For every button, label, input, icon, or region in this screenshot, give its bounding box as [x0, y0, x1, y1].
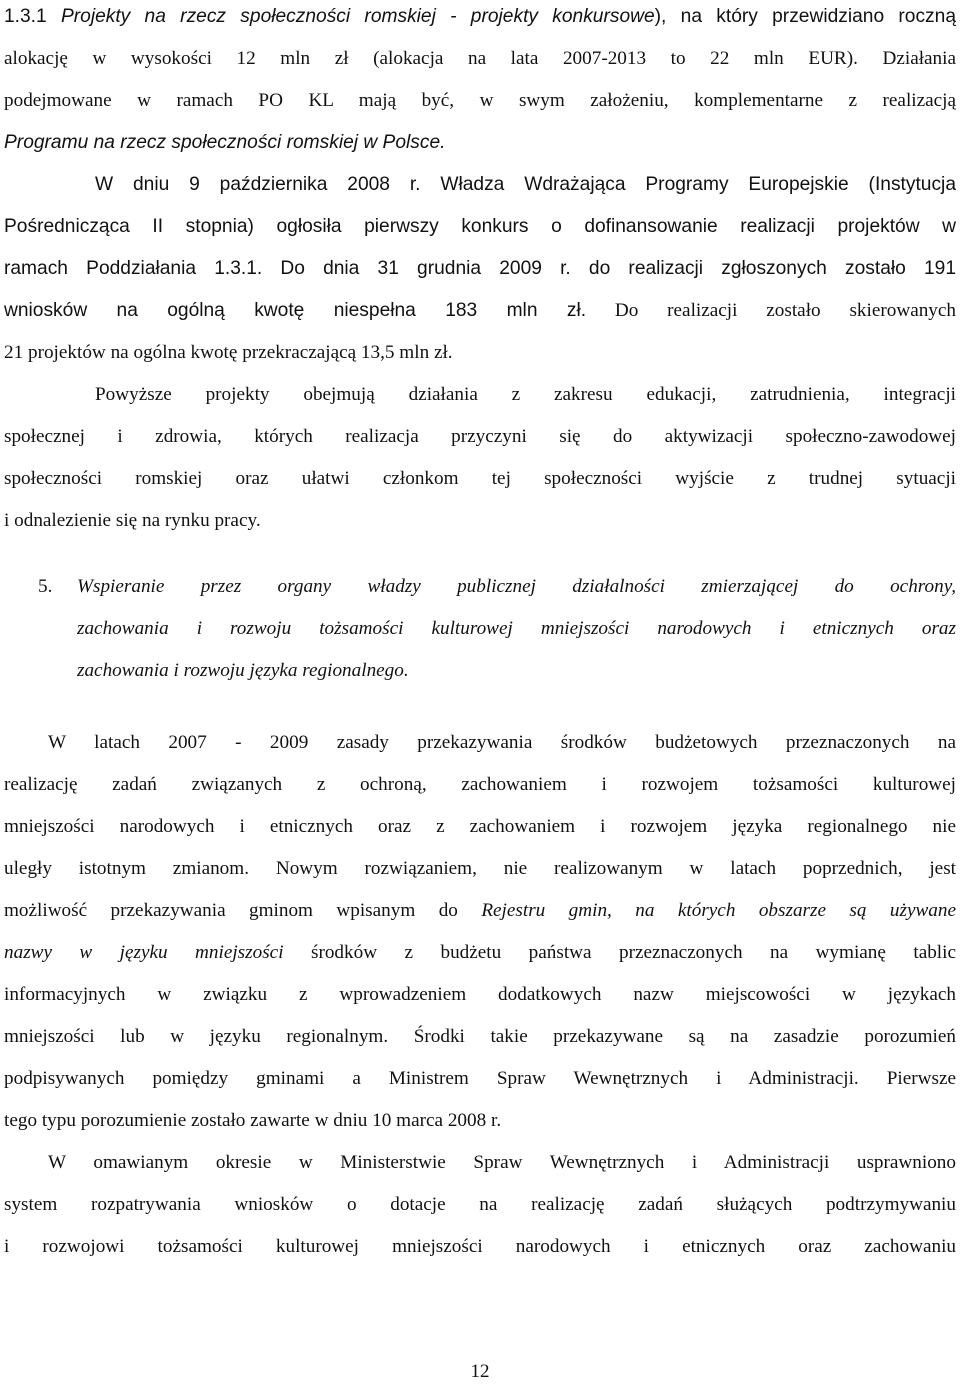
para4-line-3: mniejszości narodowych i etnicznych oraz z zachowaniem i rozwojem języka regionalnego nie — [4, 816, 956, 837]
para3-line-2: społecznej i zdrowia, których realizacja przyczyni się do aktywizacji społeczno-zawodowej — [4, 426, 956, 447]
para5-line-3: i rozwojowi tożsamości kulturowej mniejszości narodowych i etnicznych oraz zachowaniu — [4, 1236, 956, 1257]
para1-line-1: 1.3.1 Projekty na rzecz społeczności romskiej - projekty konkursowe), na który przewidziano roczną — [4, 6, 956, 27]
para2-line-2: Pośrednicząca II stopnia) ogłosiła pierwszy konkurs o dofinansowanie realizacji projektów w — [4, 216, 956, 237]
para4-line-7: informacyjnych w związku z wprowadzeniem dodatkowych nazw miejscowości w językach — [4, 984, 956, 1005]
project-title: Projekty na rzecz społeczności romskiej - projekty konkursowe — [60, 6, 655, 27]
para3-line-4: i odnalezienie się na rynku pracy. — [4, 510, 261, 531]
para2-line-3: ramach Poddziałania 1.3.1. Do dnia 31 grudnia 2009 r. do realizacji zgłoszonych zostało 191 — [4, 258, 956, 279]
para2-line-5: 21 projektów na ogólna kwotę przekraczającą 13,5 mln zł. — [4, 342, 453, 363]
para4-line-2: realizację zadań związanych z ochroną, zachowaniem i rozwojem tożsamości kulturowej — [4, 774, 956, 795]
para2-line-4: wniosków na ogólną kwotę niespełna 183 mln zł. Do realizacji zostało skierowanych — [4, 300, 956, 321]
para4-line-4: uległy istotnym zmianom. Nowym rozwiązaniem, nie realizowanym w latach poprzednich, jest — [4, 858, 956, 879]
item5-line-3: zachowania i rozwoju języka regionalnego. — [77, 660, 409, 681]
para4-line-6: nazwy w języku mniejszości środków z budżetu państwa przeznaczonych na wymianę tablic — [4, 942, 956, 963]
para1-line-2: alokację w wysokości 12 mln zł (alokacja na lata 2007-2013 to 22 mln EUR). Działania — [4, 48, 956, 69]
item5-line-1: Wspieranie przez organy władzy publicznej działalności zmierzającej do ochrony, — [77, 576, 956, 597]
para4-line-5: możliwość przekazywania gminom wpisanym do Rejestru gmin, na których obszarze są używane — [4, 900, 956, 921]
para4-line-10: tego typu porozumienie zostało zawarte w dniu 10 marca 2008 r. — [4, 1110, 502, 1131]
list-number: 5. — [38, 576, 53, 597]
para1-line-4: Programu na rzecz społeczności romskiej w Polsce. — [4, 132, 446, 153]
para4-line-9: podpisywanych pomiędzy gminami a Ministrem Spraw Wewnętrznych i Administracji. Pierwsze — [4, 1068, 956, 1089]
para3-line-1: Powyższe projekty obejmują działania z zakresu edukacji, zatrudnienia, integracji — [95, 384, 956, 405]
para4-line-1: W latach 2007 - 2009 zasady przekazywania środków budżetowych przeznaczonych na — [48, 732, 956, 753]
para5-line-2: system rozpatrywania wniosków o dotacje na realizację zadań służących podtrzymywaniu — [4, 1194, 956, 1215]
page-number: 12 — [470, 1361, 490, 1382]
item5-line-2: zachowania i rozwoju tożsamości kulturowej mniejszości narodowych i etnicznych oraz — [77, 618, 956, 639]
para2-line-1: W dniu 9 października 2008 r. Władza Wdrażająca Programy Europejskie (Instytucja — [95, 174, 956, 195]
para4-line-8: mniejszości lub w języku regionalnym. Środki takie przekazywane są na zasadzie porozumień — [4, 1026, 956, 1047]
para5-line-1: W omawianym okresie w Ministerstwie Spraw Wewnętrznych i Administracji usprawniono — [48, 1152, 956, 1173]
para3-line-3: społeczności romskiej oraz ułatwi członkom tej społeczności wyjście z trudnej sytuacji — [4, 468, 956, 489]
register-title: Rejestru gmin, na których obszarze są używane — [481, 900, 956, 921]
section-ref: 1.3.1 — [4, 6, 61, 27]
para1-line-3: podejmowane w ramach PO KL mają być, w swym założeniu, komplementarne z realizacją — [4, 90, 956, 111]
